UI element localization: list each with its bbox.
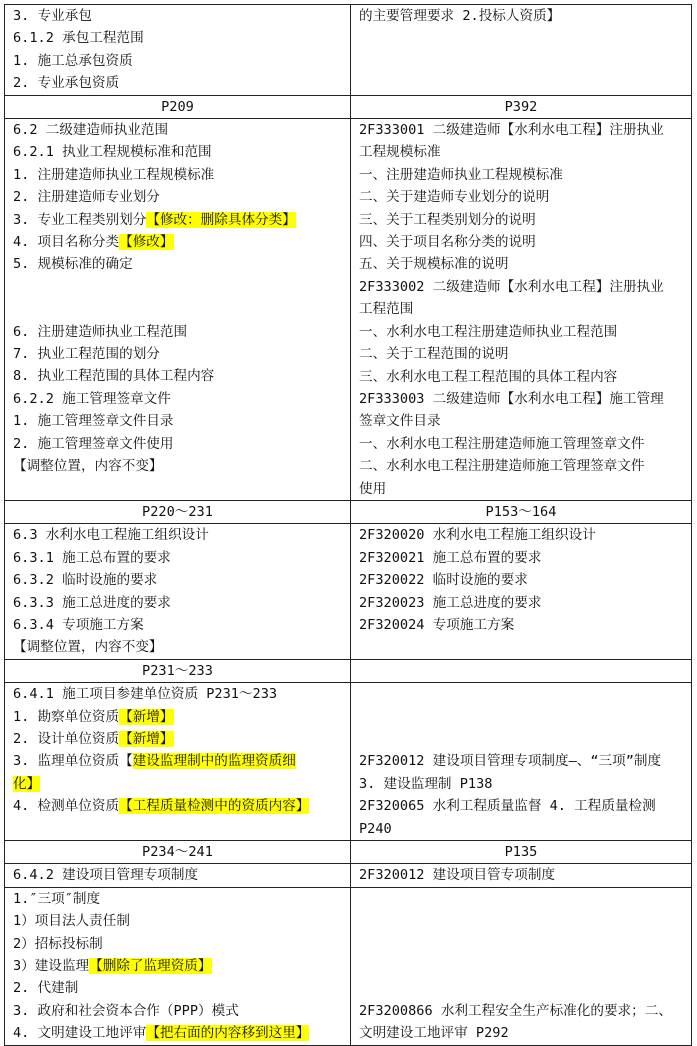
text-line [13, 72, 350, 94]
text-line [359, 795, 691, 817]
line-text: 文明建设工地评审 P292 [359, 1025, 509, 1042]
line-text: 3）建设监理 [13, 958, 90, 975]
old-edition-cell [5, 5, 351, 96]
text-line [359, 683, 691, 705]
text-line [13, 455, 350, 477]
line-text: 2F320024 专项施工方案 [359, 616, 515, 633]
text-line [13, 1000, 350, 1022]
text-line [13, 5, 350, 27]
line-text: 的主要管理要求 2.投标人资质】 [359, 8, 561, 24]
text-line [13, 119, 350, 141]
line-text: 8. 执业工程范围的具体工程内容 [13, 368, 215, 385]
text-line [13, 955, 350, 977]
page-ref-left: P234～241 [5, 840, 351, 863]
text-line [13, 141, 350, 163]
line-text: 2F320021 施工总布置的要求 [359, 549, 542, 566]
page-reference-row [5, 500, 692, 523]
text-line [13, 50, 350, 72]
content-row [5, 683, 692, 841]
line-text: P240 [359, 820, 392, 837]
line-text: 2F320065 水利工程质量监督 4. 工程质量检测 [359, 798, 656, 815]
text-line [13, 410, 350, 432]
text-line [359, 410, 691, 432]
line-text: 6.3.3 施工总进度的要求 [13, 594, 171, 611]
old-edition-cell [5, 864, 351, 887]
text-line [13, 388, 350, 410]
page-ref-left: P220～231 [5, 500, 351, 523]
highlighted-note: 【新增】 [119, 708, 174, 725]
text-line [359, 455, 691, 477]
line-text: 6.2.1 执业工程规模标准和范围 [13, 144, 212, 161]
line-text: 1. 施工总承包资质 [13, 52, 133, 69]
comparison-table [4, 4, 692, 1046]
content-row [5, 5, 692, 96]
line-text: 3. 专业承包 [13, 8, 92, 24]
text-line [359, 888, 691, 910]
text-line [359, 955, 691, 977]
page-reference-row [5, 840, 692, 863]
page-reference-row [5, 95, 692, 118]
text-line [13, 321, 350, 343]
text-line [359, 818, 691, 840]
line-text: 五、关于规模标准的说明 [359, 256, 509, 273]
text-line [359, 773, 691, 795]
text-line [13, 706, 350, 728]
text-line [359, 321, 691, 343]
text-line [359, 298, 691, 320]
line-text: 2F333002 二级建造师【水利水电工程】注册执业 [359, 278, 664, 295]
line-text: 2. 代建制 [13, 980, 79, 997]
line-text: 4. 项目名称分类 [13, 234, 120, 251]
text-line [359, 433, 691, 455]
old-edition-cell [5, 119, 351, 501]
text-line [13, 636, 350, 658]
line-text: 6.2.2 施工管理签章文件 [13, 390, 171, 407]
text-line [13, 569, 350, 591]
text-line [359, 478, 691, 500]
content-row [5, 864, 692, 887]
line-text: 6.1.2 承包工程范围 [13, 30, 144, 47]
text-line [359, 209, 691, 231]
text-line [359, 864, 691, 886]
text-line [13, 298, 350, 320]
text-line [13, 186, 350, 208]
line-text: 2. 注册建造师专业划分 [13, 189, 160, 206]
text-line [359, 524, 691, 546]
highlighted-note: 【工程质量检测中的资质内容】 [119, 798, 310, 815]
text-line [359, 366, 691, 388]
new-edition-cell [351, 524, 692, 659]
line-text: 2F320020 水利水电工程施工组织设计 [359, 527, 596, 544]
line-text: 2F320023 施工总进度的要求 [359, 594, 542, 611]
line-text: 2F3200866 水利工程安全生产标准化的要求；二、 [359, 1002, 672, 1019]
highlighted-note: 【修改】 [119, 234, 174, 251]
page-ref-right [351, 659, 692, 682]
line-text: 3. 专业工程类别划分 [13, 211, 147, 228]
text-line [13, 231, 350, 253]
line-text: 一、水利水电工程注册建造师执业工程范围 [359, 323, 618, 340]
page-ref-right: P392 [351, 95, 692, 118]
line-text: 3. 建设监理制 P138 [359, 775, 493, 792]
highlighted-note: 建设监理制中的监理资质细 [132, 753, 296, 770]
text-line [359, 253, 691, 275]
line-text: 6.4.2 建设项目管理专项制度 [13, 867, 199, 884]
text-line [13, 164, 350, 186]
text-line [13, 683, 350, 705]
text-line [359, 231, 691, 253]
line-text: 2F320012 建设项目管专项制度 [359, 867, 556, 884]
line-text: 2. 施工管理签章文件使用 [13, 435, 174, 452]
line-text: 【调整位置，内容不变】 [13, 458, 163, 475]
text-line [359, 728, 691, 750]
line-text: 6.3.2 临时设施的要求 [13, 572, 158, 589]
text-line [13, 614, 350, 636]
new-edition-cell [351, 887, 692, 1045]
line-text: 四、关于项目名称分类的说明 [359, 234, 536, 251]
line-text: 使用 [359, 480, 387, 497]
comparison-table-body [5, 5, 692, 1046]
line-text: 2F333003 二级建造师【水利水电工程】施工管理 [359, 390, 664, 407]
new-edition-cell [351, 5, 692, 96]
text-line [13, 209, 350, 231]
line-text: 二、关于建造师专业划分的说明 [359, 189, 550, 206]
page-ref-left: P209 [5, 95, 351, 118]
text-line [13, 27, 350, 49]
line-text: 三、关于工程类别划分的说明 [359, 211, 536, 228]
highlighted-note: 【新增】 [119, 731, 174, 747]
text-line [359, 569, 691, 591]
text-line [13, 253, 350, 275]
text-line [359, 933, 691, 955]
text-line [359, 1000, 691, 1022]
line-text: 签章文件目录 [359, 413, 441, 430]
text-line [13, 728, 350, 750]
line-text: 2. 专业承包资质 [13, 75, 120, 92]
text-line [13, 773, 350, 795]
new-edition-cell [351, 119, 692, 501]
text-line [359, 750, 691, 772]
text-line [13, 524, 350, 546]
text-line [13, 750, 350, 772]
old-edition-cell [5, 887, 351, 1045]
new-edition-cell [351, 683, 692, 841]
old-edition-cell [5, 524, 351, 659]
line-text: 2F333001 二级建造师【水利水电工程】注册执业 [359, 122, 664, 139]
line-text: 6.4.1 施工项目参建单位资质 P231～233 [13, 686, 278, 703]
text-line [359, 614, 691, 636]
text-line [359, 164, 691, 186]
text-line [359, 977, 691, 999]
text-line [359, 910, 691, 932]
page-ref-left: P231～233 [5, 659, 351, 682]
line-text: 3. 政府和社会资本合作（PPP）模式 [13, 1002, 239, 1019]
highlighted-note: 化】 [13, 775, 41, 792]
line-text: 工程规模标准 [359, 144, 441, 161]
line-text: 6.2 二级建造师执业范围 [13, 122, 169, 139]
text-line [359, 276, 691, 298]
line-text: 1. 勘察单位资质 [13, 708, 120, 725]
text-line [13, 365, 350, 387]
line-text: 【调整位置，内容不变】 [13, 639, 163, 656]
content-row [5, 524, 692, 659]
text-line [13, 864, 350, 886]
text-line [13, 1022, 350, 1044]
line-text: 6.3.1 施工总布置的要求 [13, 549, 171, 566]
line-text: 一、水利水电工程注册建造师施工管理签章文件 [359, 435, 645, 452]
line-text: 1. 施工管理签章文件目录 [13, 413, 174, 430]
line-text: 2. 设计单位资质 [13, 731, 120, 747]
line-text: 2F320022 临时设施的要求 [359, 572, 528, 589]
line-text: 三、水利水电工程工程范围的具体工程内容 [359, 368, 618, 385]
text-line [359, 343, 691, 365]
line-text: 2F320012 建设项目管理专项制度—、“三项”制度 [359, 753, 662, 770]
text-line [359, 1022, 691, 1044]
line-text: 5. 规模标准的确定 [13, 256, 133, 273]
highlighted-note: 【把右面的内容移到这里】 [146, 1025, 310, 1042]
highlighted-note: 【修改：删除具体分类】 [146, 211, 296, 228]
text-line [13, 795, 350, 817]
text-line [359, 706, 691, 728]
text-line [13, 276, 350, 298]
text-line [13, 433, 350, 455]
line-text: 二、水利水电工程注册建造师施工管理签章文件 [359, 458, 645, 475]
line-text: 6.3 水利水电工程施工组织设计 [13, 527, 209, 544]
text-line [359, 119, 691, 141]
line-text: 工程范围 [359, 301, 414, 318]
text-line [13, 933, 350, 955]
old-edition-cell [5, 683, 351, 841]
line-text: 1）项目法人责任制 [13, 913, 130, 930]
line-text: 一、注册建造师执业工程规模标准 [359, 166, 563, 183]
line-text: 4. 文明建设工地评审 [13, 1025, 147, 1042]
highlighted-note: 【删除了监理资质】 [89, 958, 212, 975]
text-line [13, 910, 350, 932]
line-text: 6. 注册建造师执业工程范围 [13, 323, 188, 340]
page-ref-right: P153～164 [351, 500, 692, 523]
page-reference-row [5, 659, 692, 682]
text-line [13, 343, 350, 365]
text-line [359, 592, 691, 614]
text-line [359, 388, 691, 410]
line-text: 4. 检测单位资质 [13, 798, 120, 815]
line-text: 1.″三项″制度 [13, 890, 101, 907]
line-text: 3. 监理单位资质【 [13, 753, 133, 770]
text-line [13, 547, 350, 569]
line-text: 2）招标投标制 [13, 935, 103, 952]
page-ref-right: P135 [351, 840, 692, 863]
line-text: 6.3.4 专项施工方案 [13, 616, 144, 633]
text-line [13, 977, 350, 999]
content-row [5, 887, 692, 1045]
text-line [359, 186, 691, 208]
text-line [359, 5, 691, 27]
line-text: 7. 执业工程范围的划分 [13, 346, 160, 363]
text-line [13, 888, 350, 910]
line-text: 二、关于工程范围的说明 [359, 346, 509, 363]
text-line [13, 592, 350, 614]
new-edition-cell [351, 864, 692, 887]
content-row [5, 119, 692, 501]
text-line [359, 547, 691, 569]
line-text: 1. 注册建造师执业工程规模标准 [13, 166, 215, 183]
text-line [359, 141, 691, 163]
